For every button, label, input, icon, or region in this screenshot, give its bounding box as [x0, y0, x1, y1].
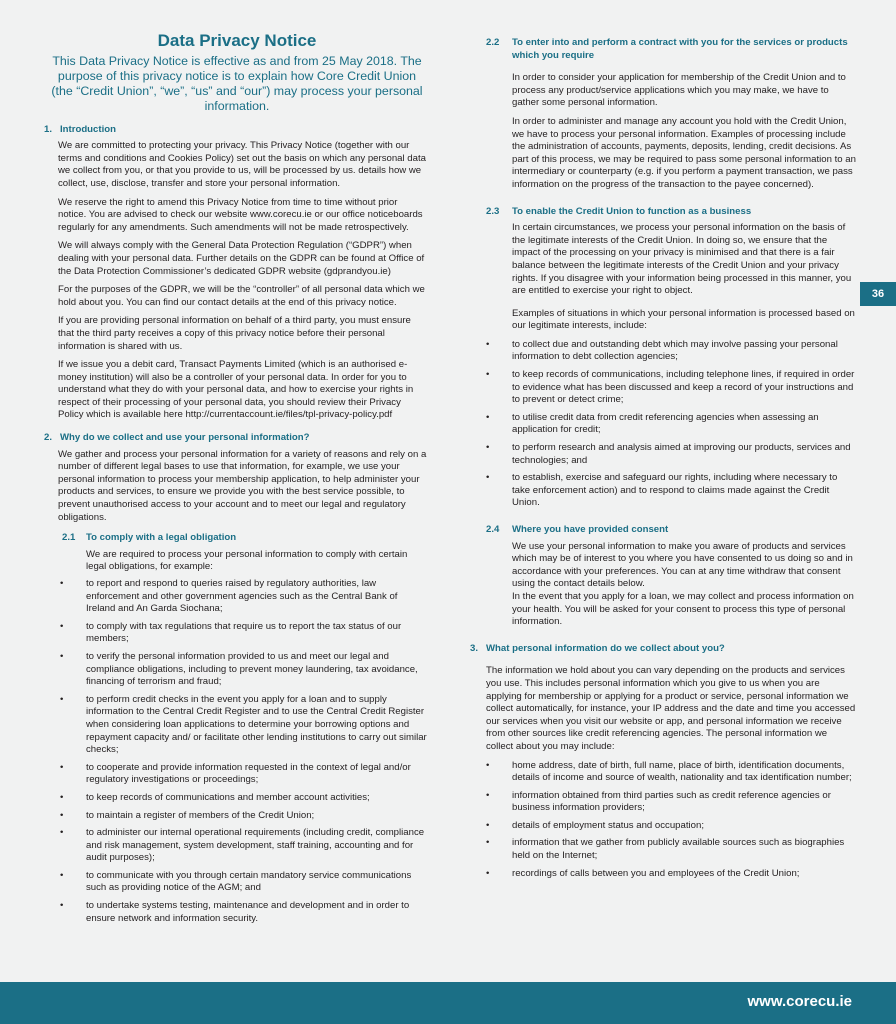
- list-item: • to comply with tax regulations that require us to report the tax status of our members;: [46, 621, 428, 646]
- section-2-heading: [46, 432, 428, 445]
- footer-bar: [0, 982, 896, 1024]
- section-number: 2.: [44, 432, 53, 444]
- section-number: 3.: [470, 642, 479, 654]
- list-item: • to administer our internal operational requirements (including credit, compliance and risk management, system development, staff training, accounting and for audit purposes);: [46, 827, 428, 865]
- section-title: To enter into and perform a contract with you for the services or products which you require: [512, 37, 848, 61]
- legitimate-interests-list: [470, 339, 856, 510]
- paragraph: We are committed to protecting your privacy. This Privacy Notice (together with our terms and conditions and Cookies Policy) set out the basis on which any personal data we collect from you, or that you provide to us, will be processed by us. details how we collect, use, disclose, transfer and store your personal information.: [58, 140, 426, 189]
- list-item: • to keep records of communications and member account activities;: [46, 792, 428, 805]
- list-item: • to establish, exercise and safeguard our rights, including where necessary to take enforcement action) and to respond to claims made against the Credit Union.: [470, 472, 856, 510]
- paragraph: In the event that you apply for a loan, we may collect and process information on your health. You will be asked for your consent to process this type of personal information.: [512, 590, 854, 628]
- paragraph: For the purposes of the GDPR, we will be the “controller” of all personal data which we hold about you. You can find our contact details at the end of this privacy notice.: [58, 284, 425, 308]
- paragraph: In certain circumstances, we process your personal information on the basis of the legitimate interests of the Credit Union. In doing so, we ensure that the impact of the processing on your privacy is minimised and that there is a fair balance between the legitimate interests of the Credit Union and your privacy rights. If you disagree with your information being processed in this manner, you are entitled to exercise your right to object.: [512, 222, 852, 297]
- list-item: • to keep records of communications, including telephone lines, if required in order to evidence what has been discussed and keep a record of your instructions and to prevent or detect crime;: [470, 369, 856, 407]
- section-number: 2.2: [486, 37, 500, 48]
- paragraph: If you are providing personal information on behalf of a third party, you must ensure that the third party receives a copy of this privacy notice before their personal information is shared with us.: [58, 315, 411, 352]
- paragraph: Examples of situations in which your personal information is processed based on our legitimate interests, include:: [512, 307, 855, 332]
- page-number-tab: 36: [860, 282, 896, 306]
- paragraph: In order to administer and manage any account you hold with the Credit Union, we have to process your personal information. Examples of processing include the administration of accounts, payments, deposits, lending, credit decisions. As part of this process, we may be required to pass some personal information to an intermediary or counterparty (e.g. if you perform a payment transaction, we pass information on the progress of the transaction to the payee concerned).: [512, 115, 856, 190]
- list-item: • to perform credit checks in the event you apply for a loan and to supply information to the Central Credit Register and to use the Central Credit Register when considering loan applications to determine your borrowing options and repayment capacity and/ or facilitate other lending institutions to carry out similar checks;: [46, 694, 428, 757]
- section-2-1-heading: [46, 532, 428, 545]
- paragraph: If we issue you a debit card, Transact Payments Limited (which is an authorised e-money institution) will also be a controller of your personal data. In order for you to understand what they do with your personal data, and how to exercise your rights in respect of their processing of your personal data, you should review their Privacy Policy which is available here http://currentaccount.ie/files/tpl-privacy-policy.pdf: [58, 359, 414, 421]
- list-item: • home address, date of birth, full name, place of birth, identification documents, details of income and source of wealth, nationality and tax identification number;: [470, 760, 856, 785]
- left-column: [46, 0, 428, 931]
- list-item: • to maintain a register of members of the Credit Union;: [46, 810, 428, 823]
- section-title: What personal information do we collect about you?: [486, 642, 725, 654]
- section-title: To comply with a legal obligation: [86, 532, 237, 544]
- list-item: • details of employment status and occupation;: [470, 820, 856, 833]
- page-title: Data Privacy Notice: [157, 31, 317, 50]
- list-item: • to report and respond to queries raised by regulatory authorities, law enforcement and other government agencies such as the Central Bank of Ireland and An Garda Siochana;: [46, 578, 428, 616]
- paragraph: The information we hold about you can vary depending on the products and services you use. This includes personal information which you give to us when you are applying for membership or applying for a product or service, personal information we collect automatically, for instance, your IP address and the date and time you accessed our services when you visit our website or app, and personal information we receive from other sources like credit referencing agencies. The personal information we collect about you may include:: [486, 665, 856, 752]
- section-number: 1.: [44, 123, 53, 135]
- list-item: • information that we gather from publicly available sources such as biographies held on the Internet;: [470, 837, 856, 862]
- list-item: • to communicate with you through certain mandatory service communications such as providing notice of the AGM; and: [46, 870, 428, 895]
- section-number: 2.3: [486, 205, 500, 217]
- list-item: • to undertake systems testing, maintenance and development and in order to ensure network and information security.: [46, 900, 428, 925]
- paragraph: We are required to process your personal information to comply with certain legal obligations, for example:: [86, 548, 408, 573]
- section-1-heading: [46, 124, 428, 137]
- list-item: • to perform research and analysis aimed at improving our products, services and technologies; and: [470, 442, 856, 467]
- paragraph: We reserve the right to amend this Privacy Notice from time to time without prior notice. You are advised to check our website www.corecu.ie or our office noticeboards regularly for any amendments. Such amendments will not be made retrospectively.: [58, 196, 423, 233]
- section-title: Why do we collect and use your personal information?: [60, 432, 310, 444]
- paragraph: We gather and process your personal information for a variety of reasons and rely on a number of different legal bases to use that information, for example, we use your personal information to process your membership application, to help administer your products and services, to ensure we provide you with the best service possible, to prevent unauthorised access to your account and to meet our legal and regulatory obligations.: [58, 448, 427, 523]
- right-column: [470, 37, 856, 886]
- list-item: • to collect due and outstanding debt which may involve passing your personal information to debt collection agencies;: [470, 339, 856, 364]
- section-title: Introduction: [60, 123, 116, 135]
- legal-obligation-list: [46, 578, 428, 925]
- personal-information-list: [470, 760, 856, 881]
- section-number: 2.4: [486, 524, 500, 535]
- section-number: 2.1: [62, 532, 76, 544]
- section-2-4-heading: [470, 524, 856, 537]
- section-2-2-heading: [470, 37, 856, 62]
- list-item: • to utilise credit data from credit referencing agencies when assessing an application for credit;: [470, 412, 856, 437]
- intro-text: This Data Privacy Notice is effective as and from 25 May 2018. The purpose of this privacy notice is to explain how Core Credit Union (the “Credit Union”, “we”, “us” and “our”) may process your personal information.: [51, 53, 423, 113]
- section-title: To enable the Credit Union to function as a business: [512, 205, 752, 217]
- list-item: • recordings of calls between you and employees of the Credit Union;: [470, 868, 856, 881]
- list-item: • to cooperate and provide information requested in the context of legal and/or regulatory investigations or proceedings;: [46, 762, 428, 787]
- footer-website-link[interactable]: www.corecu.ie: [747, 993, 852, 1010]
- list-item: • information obtained from third parties such as credit reference agencies or business information providers;: [470, 790, 856, 815]
- section-title: Where you have provided consent: [512, 524, 669, 535]
- paragraph: We will always comply with the General Data Protection Regulation (“GDPR”) when dealing with your personal data. Further details on the GDPR can be found at Office of the Data Protection Commissioner’s dedicated GDPR website (gdprandyou.ie): [58, 240, 425, 277]
- section-3-heading: [470, 643, 856, 656]
- paragraph: We use your personal information to make you aware of products and services which may be of interest to you where you have consented to us doing so and in accordance with your preferences. You can at any time withdraw that consent using the contact details below.: [512, 540, 853, 590]
- paragraph: In order to consider your application for membership of the Credit Union and to process any product/service applications which you may make, we have to gather some personal information.: [512, 72, 846, 109]
- list-item: • to verify the personal information provided to us and meet our legal and compliance obligations, including to prevent money laundering, tax avoidance, financing of terrorism and fraud;: [46, 651, 428, 689]
- section-2-3-heading: [470, 206, 856, 219]
